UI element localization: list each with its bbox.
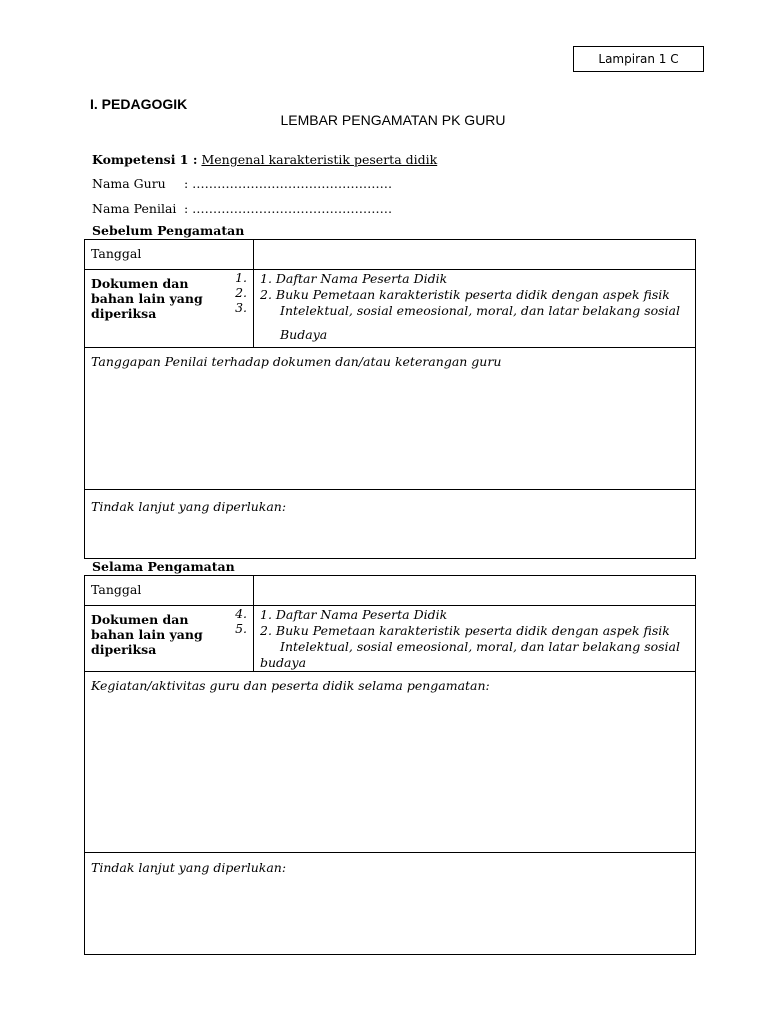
nama-guru-row [92,176,392,191]
list-item: 1. Daftar Nama Peserta Didik [260,607,448,622]
nama-penilai-label: Nama Penilai [92,201,177,216]
selama-tindak-lanjut-field[interactable] [85,853,696,955]
sebelum-dokumen-list [254,270,696,348]
sebelum-num: 2. [235,285,247,300]
selama-dokumen-list [254,606,696,672]
sebelum-tindak-lanjut-field[interactable] [85,490,696,559]
list-item: Intelektual, sosial emeosional, moral, dan latar belakang sosial [280,303,680,318]
sebelum-table [84,239,696,559]
kegiatan-field[interactable] [85,672,696,853]
sebelum-tanggal-label: Tanggal [85,240,254,270]
selama-dokumen-cell [85,606,254,672]
sebelum-doc-numbers [229,270,253,321]
selama-table [84,575,696,955]
nama-guru-field[interactable]: : ………………………………………… [184,176,393,191]
selama-dokumen-label: Dokumen dan bahan lain yang diperiksa [91,612,203,657]
kegiatan-label: Kegiatan/aktivitas guru dan peserta didik selama pengamatan: [91,678,490,693]
selama-doc-numbers [229,606,253,657]
selama-tanggal-field[interactable] [254,576,696,606]
sebelum-dokumen-label: Dokumen dan bahan lain yang diperiksa [91,276,203,321]
list-item: 1. Daftar Nama Peserta Didik [260,271,448,286]
kompetensi-label: Kompetensi 1 : [92,152,198,167]
selama-num: 5. [235,621,247,636]
list-item: budaya [260,655,307,670]
list-item: 2. Buku Pemetaan karakteristik peserta didik dengan aspek fisik [260,287,670,302]
sebelum-heading: Sebelum Pengamatan [92,223,245,238]
nama-penilai-field[interactable]: : ………………………………………… [184,201,393,216]
selama-tindak-lanjut-label: Tindak lanjut yang diperlukan: [91,860,287,875]
selama-num: 4. [235,606,247,621]
list-item: Budaya [280,327,328,342]
section-title: I. PEDAGOGIK [90,96,188,112]
sebelum-tanggal-field[interactable] [254,240,696,270]
selama-heading: Selama Pengamatan [92,559,235,574]
lampiran-label: Lampiran 1 C [598,52,679,66]
kompetensi-line [92,152,437,167]
page-title: LEMBAR PENGAMATAN PK GURU [280,112,506,128]
selama-tanggal-label: Tanggal [85,576,254,606]
nama-penilai-row [92,201,392,216]
tanggapan-penilai-field[interactable] [85,348,696,490]
tanggapan-penilai-label: Tanggapan Penilai terhadap dokumen dan/atau keterangan guru [91,354,502,369]
sebelum-tindak-lanjut-label: Tindak lanjut yang diperlukan: [91,499,287,514]
lampiran-box [573,46,704,72]
nama-guru-label: Nama Guru [92,176,166,191]
list-item: Intelektual, sosial emeosional, moral, dan latar belakang sosial [280,639,680,654]
sebelum-num: 1. [235,270,247,285]
list-item: 2. Buku Pemetaan karakteristik peserta didik dengan aspek fisik [260,623,670,638]
sebelum-dokumen-cell [85,270,254,348]
kompetensi-value: Mengenal karakteristik peserta didik [201,152,438,167]
sebelum-num: 3. [235,300,247,315]
